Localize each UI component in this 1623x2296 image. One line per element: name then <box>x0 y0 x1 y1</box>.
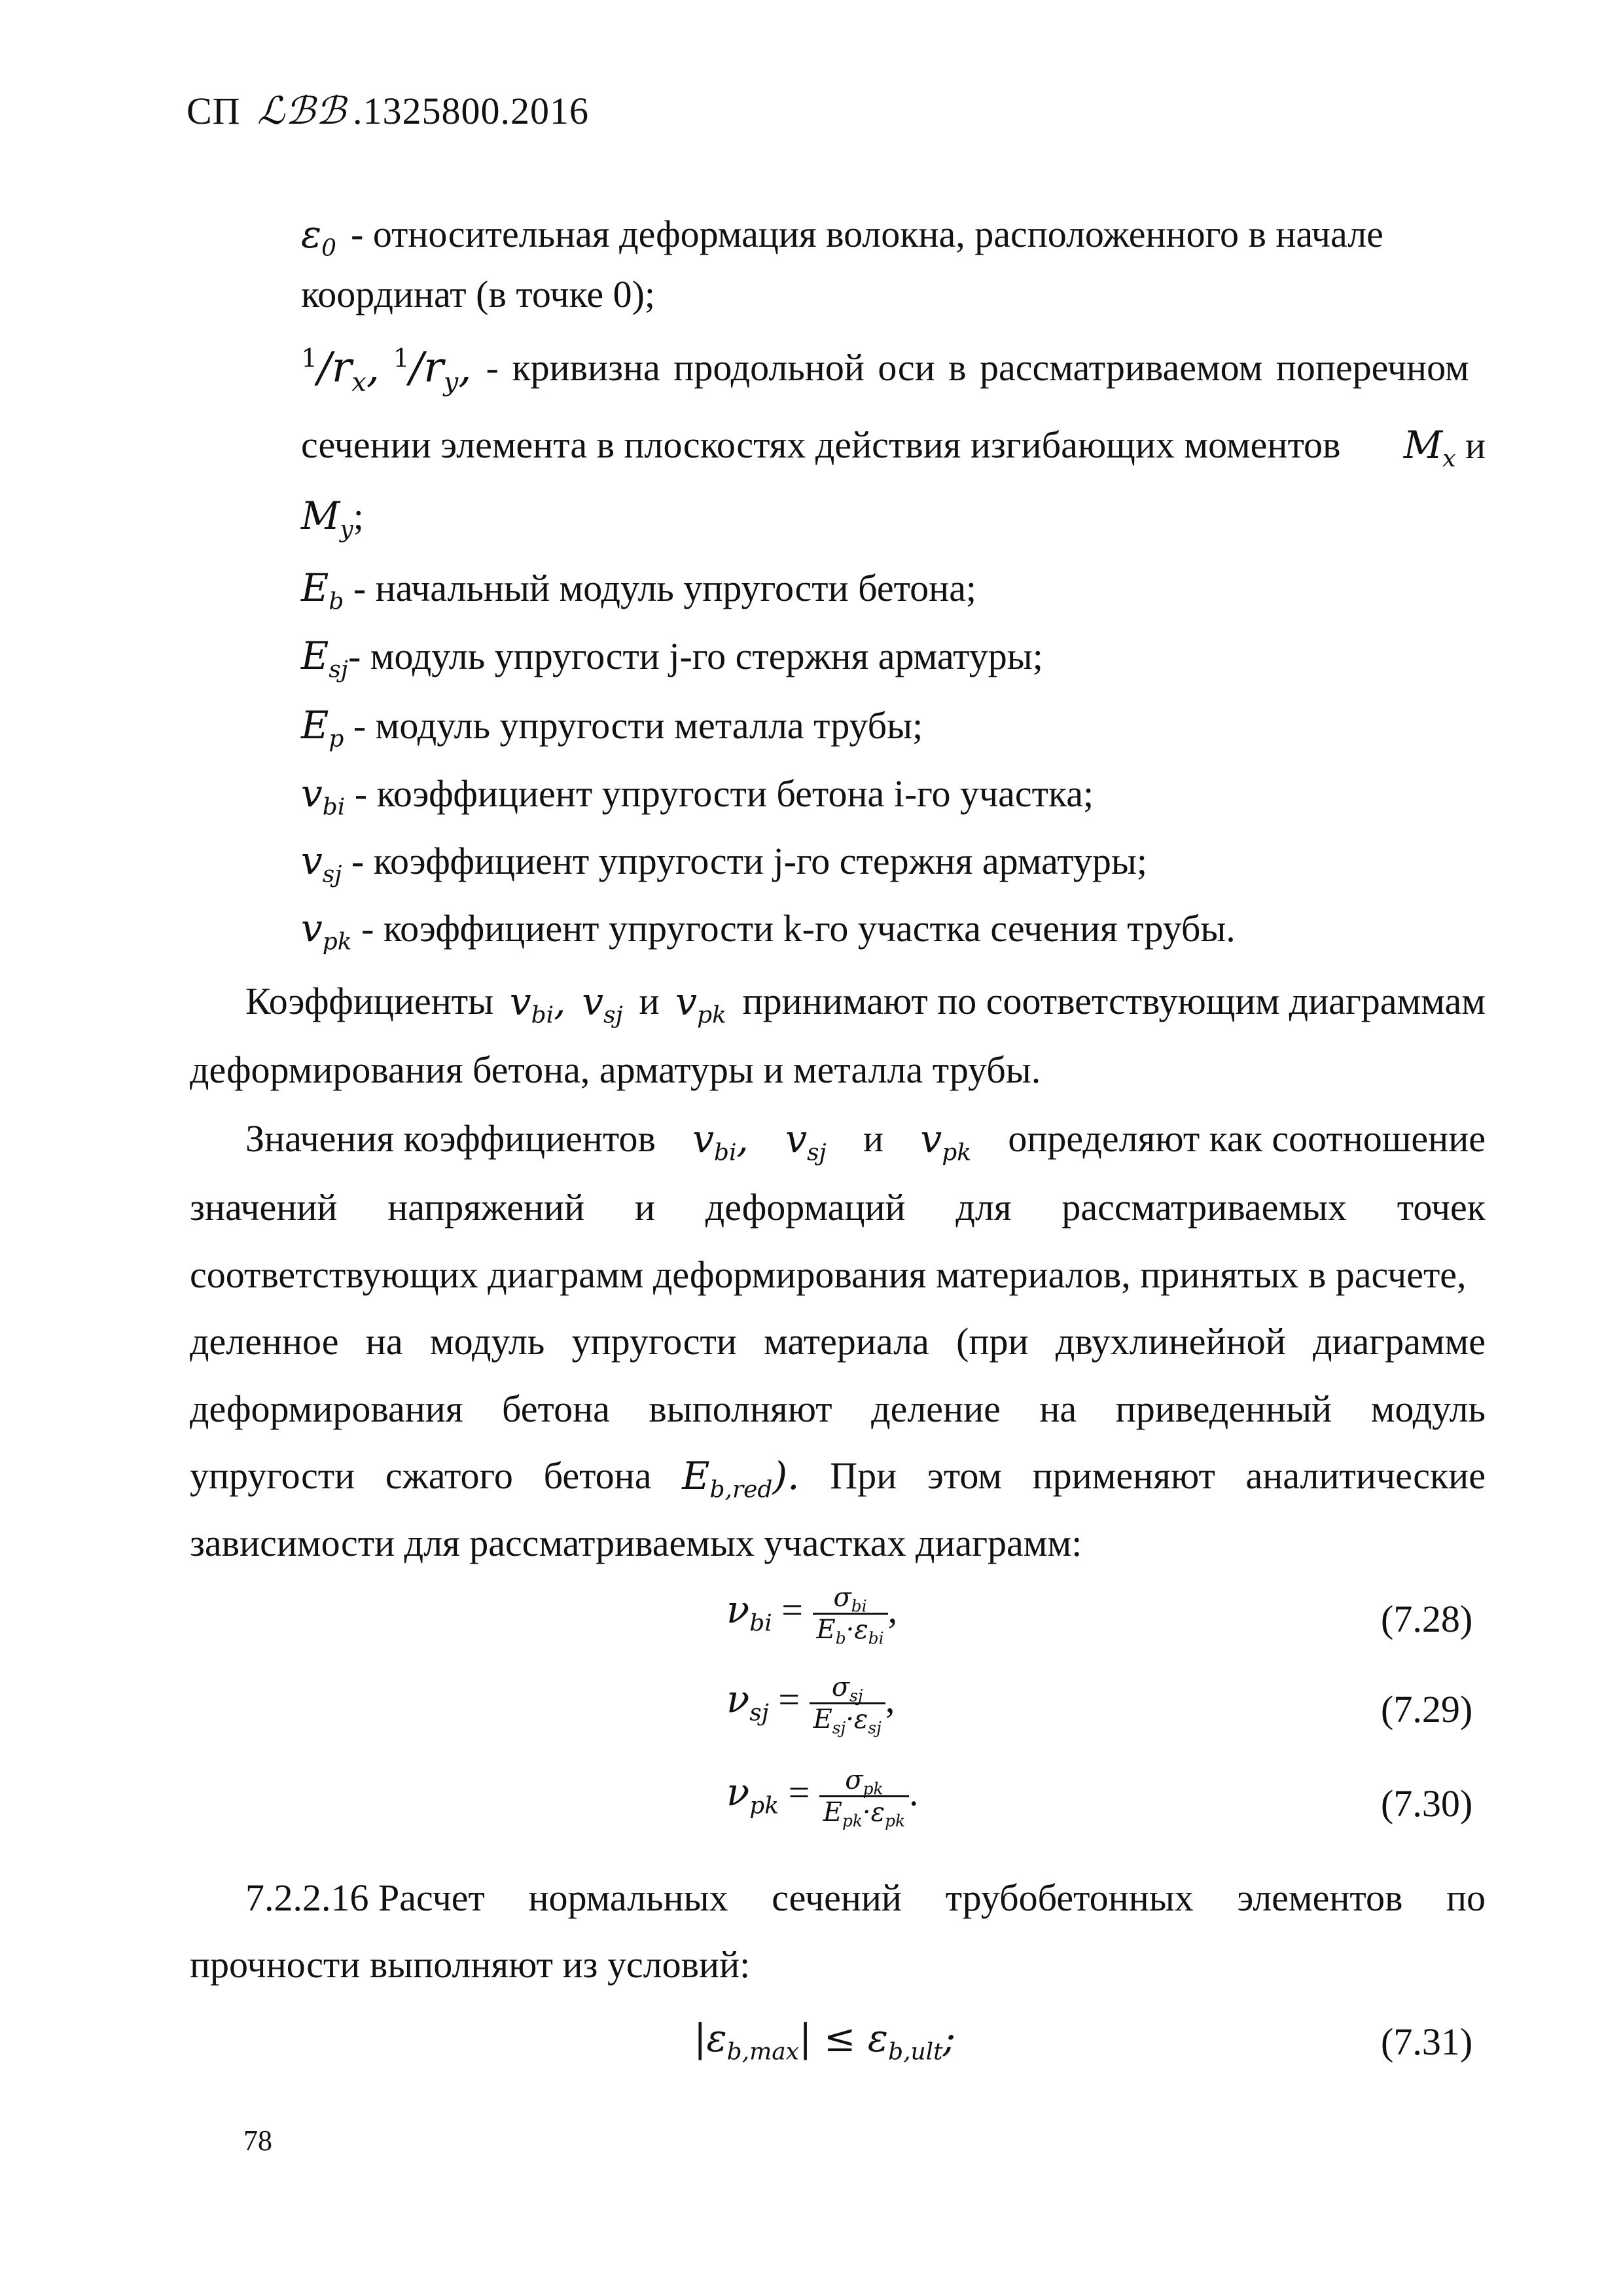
symbol-vpk-inline: $v_{pk}$ <box>675 979 726 1029</box>
equation-number: (7.31) <box>1381 2020 1473 2063</box>
paragraph-2-line4 <box>190 1316 1486 1368</box>
page-number: 78 <box>243 2125 272 2157</box>
word: по <box>1446 1876 1486 1919</box>
def-eps0-line2: координат (в точке 0); <box>301 273 656 315</box>
word: сжатого <box>385 1454 513 1497</box>
equation-number: (7.30) <box>1381 1782 1473 1825</box>
def-Esj <box>301 630 1043 683</box>
word: модуль <box>429 1320 545 1363</box>
word: деление <box>871 1388 1001 1430</box>
word: упругости <box>190 1454 355 1497</box>
symbol-Ep: $E_p$ <box>301 703 344 753</box>
word: трубобетонных <box>945 1876 1194 1919</box>
paragraph-2-line1 <box>245 1113 1486 1165</box>
symbol-curvature: $^1/r_x$, $^1/r_y$, <box>301 344 472 397</box>
symbol-My: $M_y$ <box>301 493 353 543</box>
word: этом <box>927 1454 1002 1497</box>
paragraph-1-line2: деформирования бетона, арматуры и металла трубы. <box>190 1049 1041 1091</box>
word: напряжений <box>387 1186 585 1229</box>
word: элементов <box>1237 1876 1403 1919</box>
equation-number: (7.29) <box>1381 1688 1473 1731</box>
def-vpk-text: - коэффициент упругости k-го участка сечения трубы. <box>361 907 1236 950</box>
word: деформаций <box>705 1186 906 1229</box>
word: двухлинейной <box>1055 1320 1286 1363</box>
symbol-vsj: $v_{sj}$ <box>301 838 342 888</box>
word: деленное <box>190 1320 339 1363</box>
word: аналитические <box>1245 1454 1486 1497</box>
word: применяют <box>1032 1454 1215 1497</box>
word: сечений <box>772 1876 902 1919</box>
def-vsj-text: - коэффициент упругости j-го стержня арматуры; <box>351 840 1147 882</box>
def-Ep-text: - модуль упругости металла трубы; <box>353 704 923 747</box>
word: на <box>365 1320 403 1363</box>
def-vbi-text: - коэффициент упругости бетона i-го участка; <box>354 772 1094 815</box>
word: деформирования <box>190 1388 463 1430</box>
equation-7-28: $\nu_{bi}$ = $\frac{\sigma_{bi}}{E_b\cdot\varepsilon_{bi}}$ , <box>726 1583 898 1648</box>
symbol-Eb-red: $E_{b,red}$). <box>682 1454 800 1503</box>
symbol-vsj-inline: $v_{sj}$ <box>582 979 623 1029</box>
word: для <box>955 1186 1012 1229</box>
equation-7-31: $|\varepsilon_{b,max}| \le \varepsilon_{b,ult}$; <box>694 2016 956 2066</box>
symbol-Eb: $E_b$ <box>301 565 344 615</box>
equation-7-29: $\nu_{sj}$ = $\frac{\sigma_{sj}}{E_{sj}\cdot\varepsilon_{sj}}$ , <box>726 1672 895 1738</box>
symbol-vsj-p2: $v_{sj}$ <box>785 1117 827 1166</box>
paragraph-2-line3: соответствующих диаграмм деформирования материалов, принятых в расчете, <box>190 1253 1467 1296</box>
header-number: .1325800.2016 <box>353 90 590 132</box>
def-eps0-text1: - относительная деформация волокна, расположенного в начале <box>351 213 1383 255</box>
word: рассматриваемых <box>1061 1186 1347 1229</box>
document-header <box>187 88 589 133</box>
word: и <box>634 1186 655 1229</box>
symbol-Mx: $M_x$ <box>1403 423 1456 473</box>
word: материала <box>764 1320 929 1363</box>
paragraph-2-line2 <box>190 1181 1486 1234</box>
symbol-vpk: $v_{pk}$ <box>301 906 352 956</box>
p2-and: и <box>863 1117 884 1160</box>
p1-and: и <box>639 980 660 1022</box>
p1-start: Коэффициенты <box>245 980 494 1022</box>
paragraph-2-line5 <box>190 1383 1486 1435</box>
def-curvature-line1 <box>301 342 1486 397</box>
paragraph-2-line7: зависимости для рассматриваемых участках диаграмм: <box>190 1522 1082 1564</box>
equation-7-30: $\nu_{pk}$ = $\frac{\sigma_{pk}}{E_{pk}\cdot\varepsilon_{pk}}$ . <box>726 1765 919 1831</box>
def-vsj <box>301 834 1147 888</box>
word: точек <box>1397 1186 1486 1229</box>
symbol-vbi-p2: $v_{bi}$, <box>692 1117 749 1166</box>
word: модуль <box>1370 1388 1486 1430</box>
section-line2: прочности выполняют из условий: <box>190 1943 751 1986</box>
p2-end: определяют как соотношение <box>1008 1117 1486 1160</box>
handwritten-stamp: ℒℬℬ <box>257 88 347 133</box>
def-eps0-line1 <box>301 208 1486 260</box>
word: выполняют <box>649 1388 832 1430</box>
def-curvature-and: и <box>1465 424 1486 467</box>
def-Eb <box>301 562 976 615</box>
equation-number: (7.28) <box>1381 1598 1473 1640</box>
def-vpk <box>301 902 1236 955</box>
header-prefix: СП <box>187 90 241 132</box>
def-Esj-text: - модуль упругости j-го стержня арматуры; <box>348 635 1043 677</box>
def-curvature-text2: сечении элемента в плоскостях действия изгибающих моментов <box>301 423 1341 466</box>
symbol-vpk-p2: $v_{pk}$ <box>920 1117 972 1166</box>
word: упругости <box>571 1320 737 1363</box>
word: нормальных <box>528 1876 728 1919</box>
word: (при <box>956 1320 1029 1363</box>
word: на <box>1039 1388 1077 1430</box>
p1-end: принимают по соответствующим диаграммам <box>742 980 1486 1022</box>
word: 7.2.2.16 Расчет <box>245 1876 485 1919</box>
word: При <box>830 1454 897 1497</box>
paragraph-2-line6 <box>190 1450 1486 1502</box>
symbol-vbi: $v_{bi}$ <box>301 771 346 821</box>
def-Eb-text: - начальный модуль упругости бетона; <box>353 567 977 609</box>
word: бетона <box>543 1454 652 1497</box>
symbol-Esj: $E_{sj}$ <box>301 634 348 683</box>
symbol-eps0: $\varepsilon_0$ <box>301 212 336 262</box>
symbol-vbi-inline: $v_{bi}$, <box>509 979 566 1029</box>
def-vbi <box>301 767 1094 820</box>
word: приведенный <box>1115 1388 1332 1430</box>
p2-start: Значения коэффициентов <box>245 1117 656 1160</box>
paragraph-1-line1 <box>245 975 1486 1028</box>
def-curvature-text1: - кривизна продольной оси в рассматриваемом поперечном <box>486 346 1469 389</box>
def-curvature-line2 <box>301 419 1486 472</box>
def-curvature-line3: $M_y$; <box>301 493 364 543</box>
word: значений <box>190 1186 338 1229</box>
section-line1 <box>245 1872 1486 1924</box>
def-Ep <box>301 699 923 752</box>
word: диаграмме <box>1312 1320 1486 1363</box>
word: бетона <box>502 1388 610 1430</box>
